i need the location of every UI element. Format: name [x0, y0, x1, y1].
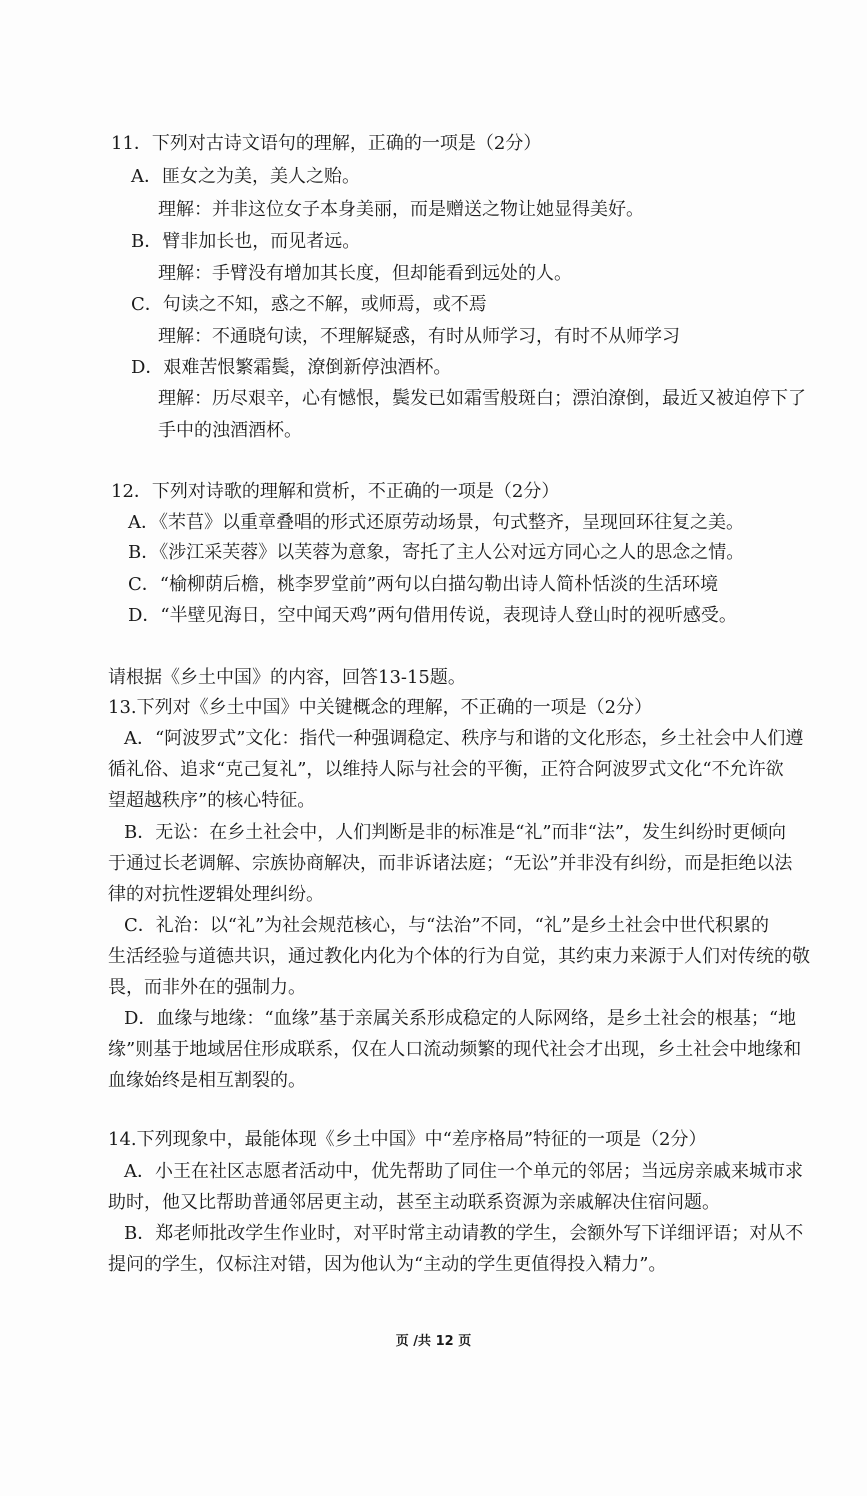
q13-option-b-line1: B．无讼：在乡土社会中，人们判断是非的标准是“礼”而非“法”，发生纠纷时更倾向: [124, 822, 787, 843]
q11-option-c: C．句读之不知，惑之不解，或师焉，或不焉: [131, 294, 487, 315]
q11-stem: 11．下列对古诗文语句的理解，正确的一项是（2分）: [111, 133, 542, 154]
q13-option-a-line2: 循礼俗、追求“克己复礼”，以维持人际与社会的平衡，正符合阿波罗式文化“不允许欲: [108, 759, 784, 780]
q12-option-d: D．“半壁见海日，空中闻天鸡”两句借用传说，表现诗人登山时的视听感受。: [128, 605, 737, 626]
q14-option-a-line1: A．小王在社区志愿者活动中，优先帮助了同住一个单元的邻居；当远房亲戚来城市求: [124, 1161, 803, 1182]
q13-option-a-line1: A．“阿波罗式”文化：指代一种强调稳定、秩序与和谐的文化形态，乡土社会中人们遵: [124, 728, 804, 749]
q11-option-a-explanation: 理解：并非这位女子本身美丽，而是赠送之物让她显得美好。: [158, 199, 644, 220]
q14-option-a-line2: 助时，他又比帮助普通邻居更主动，甚至主动联系资源为亲戚解决住宿问题。: [108, 1192, 720, 1213]
q11-option-b: B．臂非加长也，而见者远。: [131, 231, 361, 252]
q14-stem: 14.下列现象中，最能体现《乡土中国》中“差序格局”特征的一项是（2分）: [108, 1129, 707, 1150]
q13-option-c-line3: 畏，而非外在的强制力。: [108, 977, 306, 998]
page-footer: 页 /共 12 页: [395, 1334, 472, 1349]
q14-option-b-line1: B．郑老师批改学生作业时，对平时常主动请教的学生，会额外写下详细评语；对从不: [124, 1223, 804, 1244]
q13-option-d-line3: 血缘始终是相互割裂的。: [108, 1070, 306, 1091]
q13-option-b-line2: 于通过长老调解、宗族协商解决，而非诉诸法庭；“无讼”并非没有纠纷，而是拒绝以法: [108, 853, 793, 874]
q11-option-a: A．匪女之为美，美人之贻。: [131, 166, 360, 187]
section-intro: 请根据《乡土中国》的内容，回答13-15题。: [108, 667, 466, 688]
q12-option-a: A．《芣苢》以重章叠唱的形式还原劳动场景，句式整齐，呈现回环往复之美。: [128, 512, 744, 533]
q13-option-b-line3: 律的对抗性逻辑处理纠纷。: [108, 884, 324, 905]
q11-option-d-explanation-line1: 理解：历尽艰辛，心有憾恨，鬓发已如霜雪般斑白；漂泊潦倒，最近又被迫停下了: [158, 388, 806, 409]
q13-option-d-line2: 缘”则基于地域居住形成联系，仅在人口流动频繁的现代社会才出现，乡土社会中地缘和: [108, 1039, 802, 1060]
q11-option-d: D．艰难苦恨繁霜鬓，潦倒新停浊酒杯。: [131, 357, 452, 378]
q11-option-b-explanation: 理解：手臂没有增加其长度，但却能看到远处的人。: [158, 263, 572, 284]
q12-option-c: C．“榆柳荫后檐，桃李罗堂前”两句以白描勾勒出诗人简朴恬淡的生活环境: [128, 574, 719, 595]
q13-option-d-line1: D．血缘与地缘：“血缘”基于亲属关系形成稳定的人际网络，是乡土社会的根基；“地: [124, 1008, 797, 1029]
q11-option-c-explanation: 理解：不通晓句读，不理解疑惑，有时从师学习，有时不从师学习: [158, 326, 680, 347]
q14-option-b-line2: 提问的学生，仅标注对错，因为他认为“主动的学生更值得投入精力”。: [108, 1254, 667, 1275]
q12-option-b: B．《涉江采芙蓉》以芙蓉为意象，寄托了主人公对远方同心之人的思念之情。: [128, 542, 745, 563]
q13-option-c-line2: 生活经验与道德共识，通过教化内化为个体的行为自觉，其约束力来源于人们对传统的敬: [108, 946, 810, 967]
q11-option-d-explanation-line2: 手中的浊酒酒杯。: [158, 420, 302, 441]
q13-option-c-line1: C．礼治：以“礼”为社会规范核心，与“法治”不同，“礼”是乡土社会中世代积累的: [124, 915, 769, 936]
q13-option-a-line3: 望超越秩序”的核心特征。: [108, 790, 316, 811]
q13-stem: 13.下列对《乡土中国》中关键概念的理解，不正确的一项是（2分）: [108, 697, 653, 718]
q12-stem: 12．下列对诗歌的理解和赏析，不正确的一项是（2分）: [111, 481, 560, 502]
